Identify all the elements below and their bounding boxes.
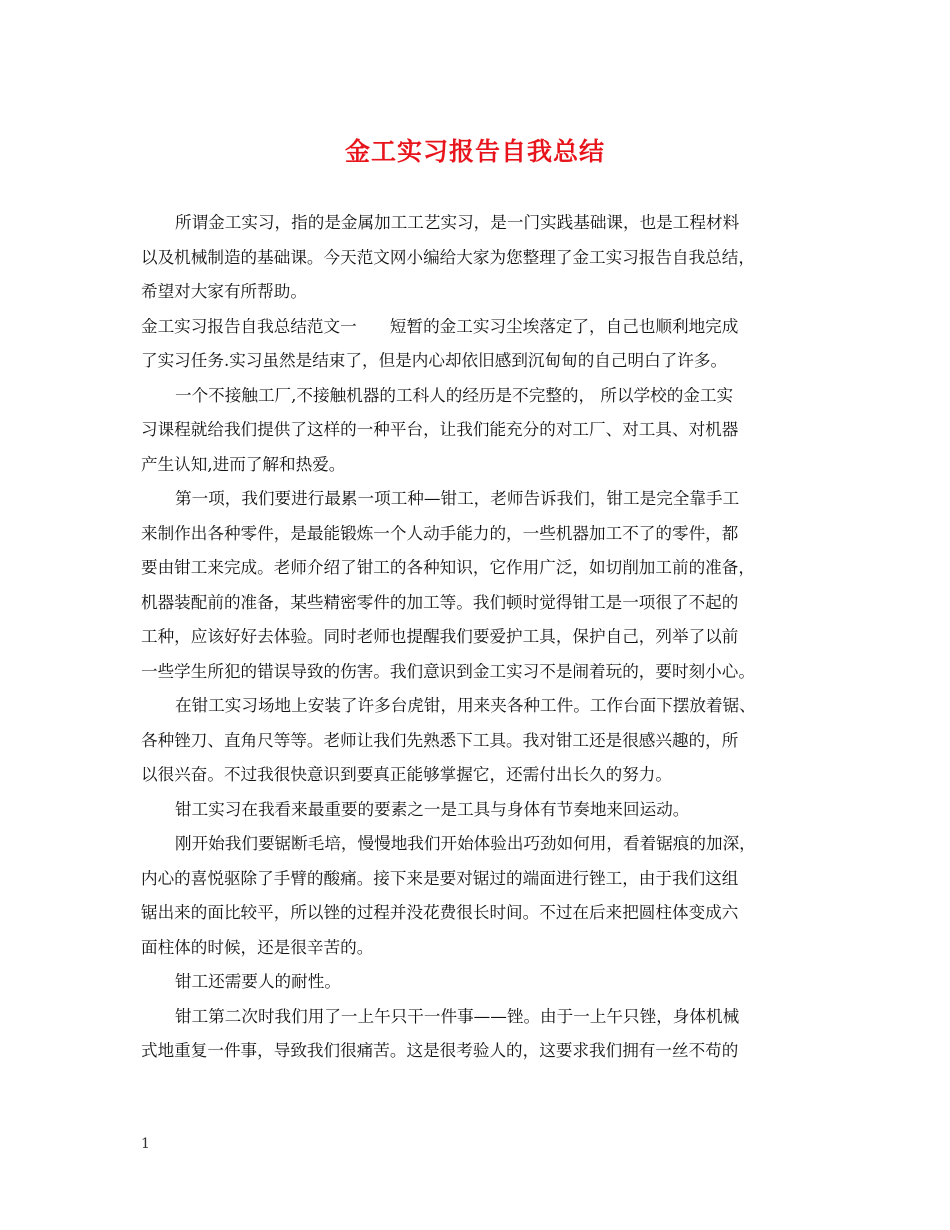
text-line: 钳工还需要人的耐性。 [175,972,341,991]
text-line: 希望对大家有所帮助。 [141,282,307,301]
text-line: 一些学生所犯的错误导致的伤害。我们意识到金工实习不是闹着玩的，要时刻小心。 [141,661,755,681]
text-line: 了实习任务.实习虽然是结束了，但是内心却依旧感到沉甸甸的自己明白了许多。 [141,351,728,370]
text-line: 要由钳工来完成。老师介绍了钳工的各种知识，它作用广泛，如切削加工前的准备， [141,558,755,577]
text-line: 工种，应该好好去体验。同时老师也提醒我们要爱护工具，保护自己，列举了以前 [141,627,739,646]
text-line: 所谓金工实习，指的是金属加工工艺实习，是一门实践基础课，也是工程材料 [175,213,740,232]
text-line: 各种锉刀、直角尺等等。老师让我们先熟悉下工具。我对钳工还是很感兴趣的，所 [141,730,739,750]
text-line: 以很兴奋。不过我很快意识到要真正能够掌握它，还需付出长久的努力。 [141,765,672,784]
text-line: 面柱体的时候，还是很辛苦的。 [141,937,374,957]
page-number: 1 [141,1136,150,1152]
text-line: 习课程就给我们提供了这样的一种平台，让我们能充分的对工厂、对工具、对机器 [141,420,739,439]
text-line: 在钳工实习场地上安装了许多台虎钳，用来夹各种工件。工作台面下摆放着锯、 [175,696,756,715]
text-line: 内心的喜悦驱除了手臂的酸痛。接下来是要对锯过的端面进行锉工，由于我们这组 [141,868,739,888]
text-line: 机器装配前的准备，某些精密零件的加工等。我们顿时觉得钳工是一项很了不起的 [141,592,739,612]
text-line: 刚开始我们要锯断毛培，慢慢地我们开始体验出巧劲如何用，看着锯痕的加深， [175,834,756,853]
text-line: 一个不接触工厂,不接触机器的工科人的经历是不完整的， 所以学校的金工实 [175,385,734,405]
text-line: 第一项，我们要进行最累一项工种—钳工，老师告诉我们，钳工是完全靠手工 [175,489,740,508]
text-line: 钳工实习在我看来最重要的要素之一是工具与身体有节奏地来回运动。 [175,799,690,819]
document-body [141,206,813,1069]
text-line: 锯出来的面比较平，所以锉的过程并没花费很长时间。不过在后来把圆柱体变成六 [141,903,739,922]
document-title: 金工实习报告自我总结 [344,137,605,166]
text-line: 金工实习报告自我总结范文一 短暂的金工实习尘埃落定了，自己也顺利地完成 [141,316,739,336]
text-line: 产生认知,进而了解和热爱。 [141,454,346,474]
text-line: 式地重复一件事，导致我们很痛苦。这是很考验人的，这要求我们拥有一丝不苟的 [141,1041,739,1060]
text-line: 来制作出各种零件，是最能锻炼一个人动手能力的，一些机器加工不了的零件，都 [141,523,739,543]
text-line: 钳工第二次时我们用了一上午只干一件事——锉。由于一上午只锉，身体机械 [175,1006,740,1026]
text-line: 以及机械制造的基础课。今天范文网小编给大家为您整理了金工实习报告自我总结， [141,247,755,267]
